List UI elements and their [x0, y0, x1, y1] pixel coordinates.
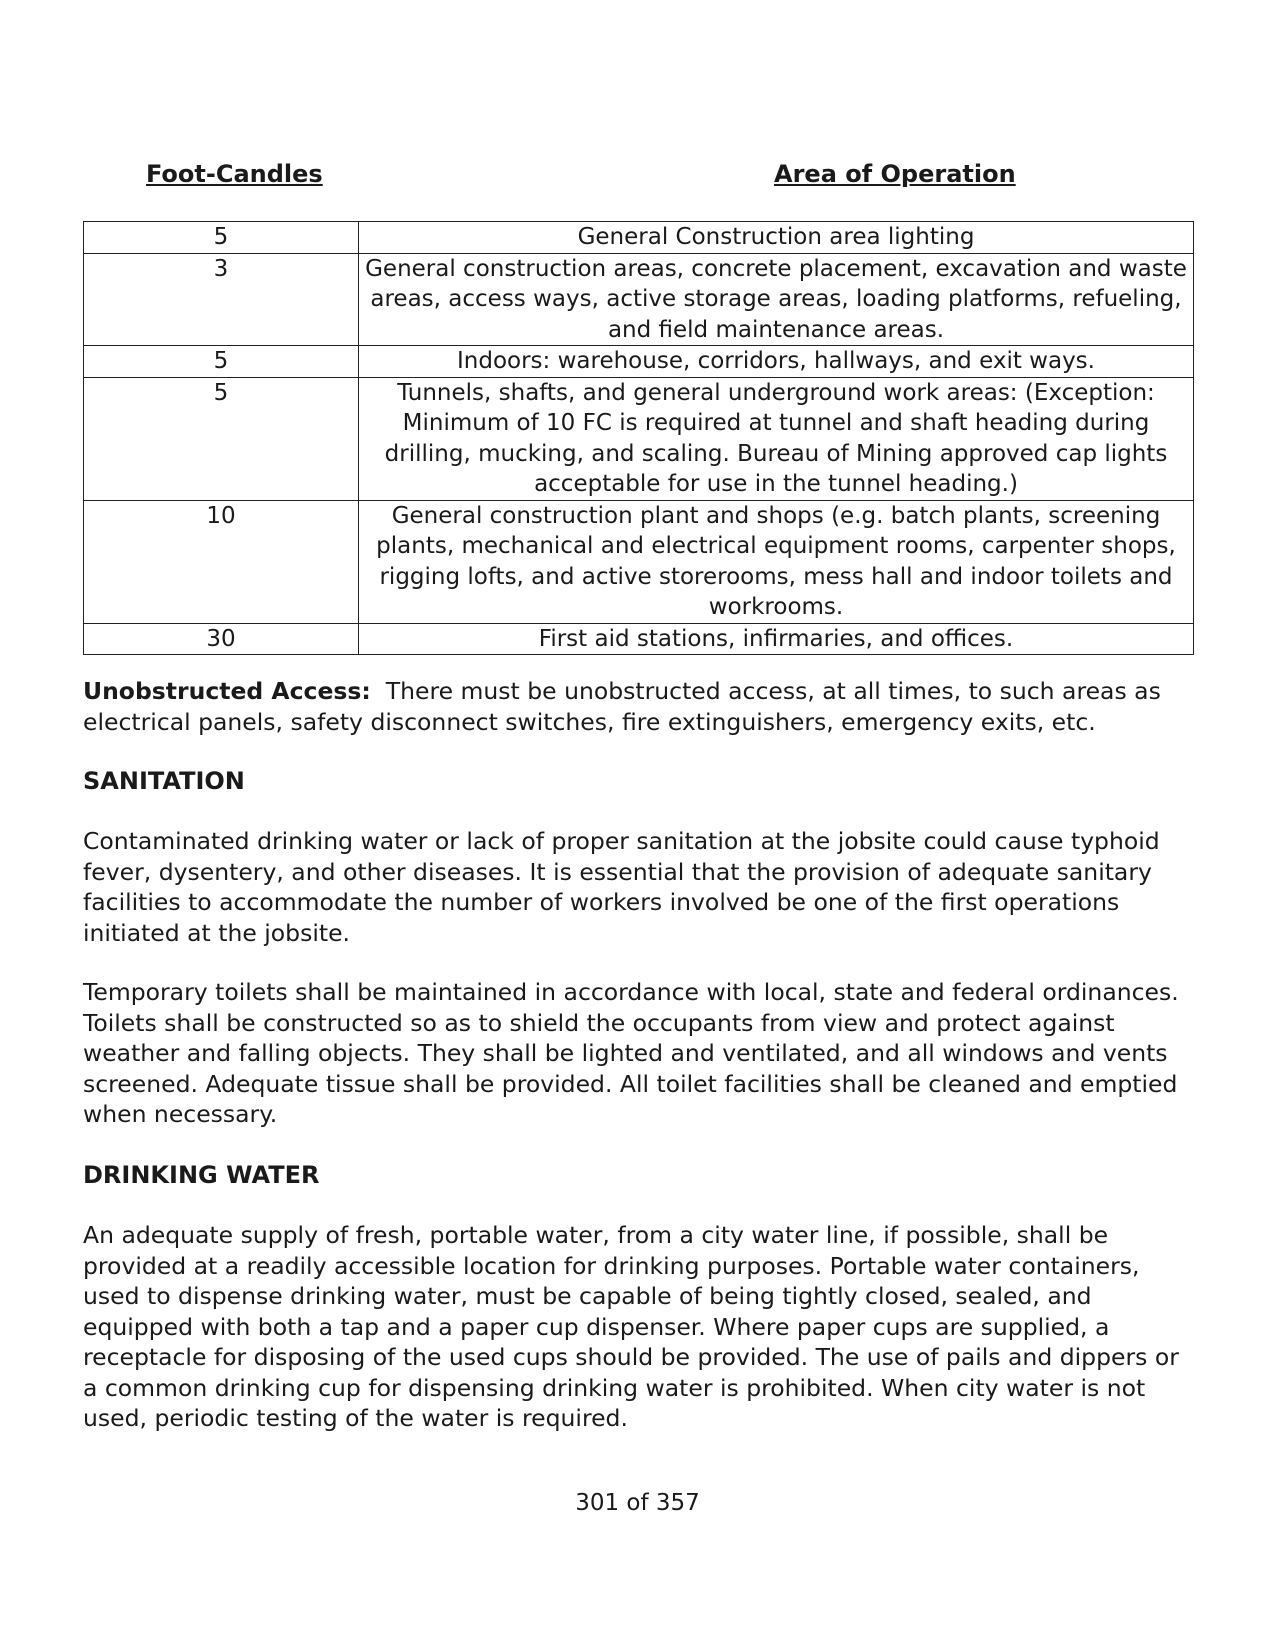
unobstructed-access-text: There must be unobstructed access, at all times, to such areas as electrical panels, safety disconnect switches, fire extinguishers, emergency exits, etc. — [83, 677, 1169, 736]
table-row — [84, 377, 1194, 500]
area-cell: Indoors: warehouse, corridors, hallways, and exit ways. — [359, 346, 1194, 378]
area-cell: General construction plant and shops (e.g. batch plants, screening plants, mechanical and electrical equipment rooms, carpenter shops, rigging lofts, and active storerooms, mess hall and indoor toilets and workrooms. — [359, 500, 1194, 623]
sanitation-paragraph-2: Temporary toilets shall be maintained in accordance with local, state and federal ordinances. Toilets shall be constructed so as to shield the occupants from view and protect against weather and falling objects. They shall be lighted and ventilated, and all windows and vents screened. Adequate tissue shall be provided. All toilet facilities shall be cleaned and emptied when necessary. — [83, 978, 1179, 1128]
page-number: 301 of 357 — [575, 1490, 700, 1516]
drinking-water-paragraph: An adequate supply of fresh, portable water, from a city water line, if possible, shall be provided at a readily accessible location for drinking purposes. Portable water containers, used to dispense drinking water, must be capable of being tightly closed, sealed, and equipped with both a tap and a paper cup dispenser. Where paper cups are supplied, a receptacle for disposing of the used cups should be provided. The use of pails and dippers or a common drinking cup for dispensing drinking water is prohibited. When city water is not used, periodic testing of the water is required. — [83, 1221, 1179, 1432]
unobstructed-access-paragraph — [83, 676, 1198, 737]
area-of-operation-header: Area of Operation — [774, 160, 1016, 188]
table-row — [84, 500, 1194, 623]
foot-candles-cell: 5 — [84, 377, 359, 500]
foot-candles-cell: 3 — [84, 253, 359, 346]
table-row — [84, 623, 1194, 655]
foot-candles-cell: 30 — [84, 623, 359, 655]
table-row — [84, 253, 1194, 346]
sanitation-paragraph-1: Contaminated drinking water or lack of proper sanitation at the jobsite could cause typhoid fever, dysentery, and other diseases. It is essential that the provision of adequate sanitary facilities to accommodate the number of workers involved be one of the first operations initiated at the jobsite. — [83, 827, 1160, 947]
foot-candles-cell: 10 — [84, 500, 359, 623]
lighting-requirements-table — [83, 221, 1194, 655]
unobstructed-access-label: Unobstructed Access: — [83, 677, 371, 705]
drinking-water-heading: DRINKING WATER — [83, 1161, 320, 1189]
table-row — [84, 346, 1194, 378]
foot-candles-cell: 5 — [84, 346, 359, 378]
area-cell: First aid stations, infirmaries, and offices. — [359, 623, 1194, 655]
foot-candles-header: Foot-Candles — [146, 160, 323, 188]
sanitation-heading: SANITATION — [83, 767, 245, 795]
foot-candles-cell: 5 — [84, 222, 359, 254]
area-cell: General Construction area lighting — [359, 222, 1194, 254]
table-row — [84, 222, 1194, 254]
area-cell: General construction areas, concrete placement, excavation and waste areas, access ways, active storage areas, loading platforms, refueling, and field maintenance areas. — [359, 253, 1194, 346]
area-cell: Tunnels, shafts, and general underground work areas: (Exception: Minimum of 10 FC is required at tunnel and shaft heading during drilling, mucking, and scaling. Bureau of Mining approved cap lights acceptable for use in the tunnel heading.) — [359, 377, 1194, 500]
